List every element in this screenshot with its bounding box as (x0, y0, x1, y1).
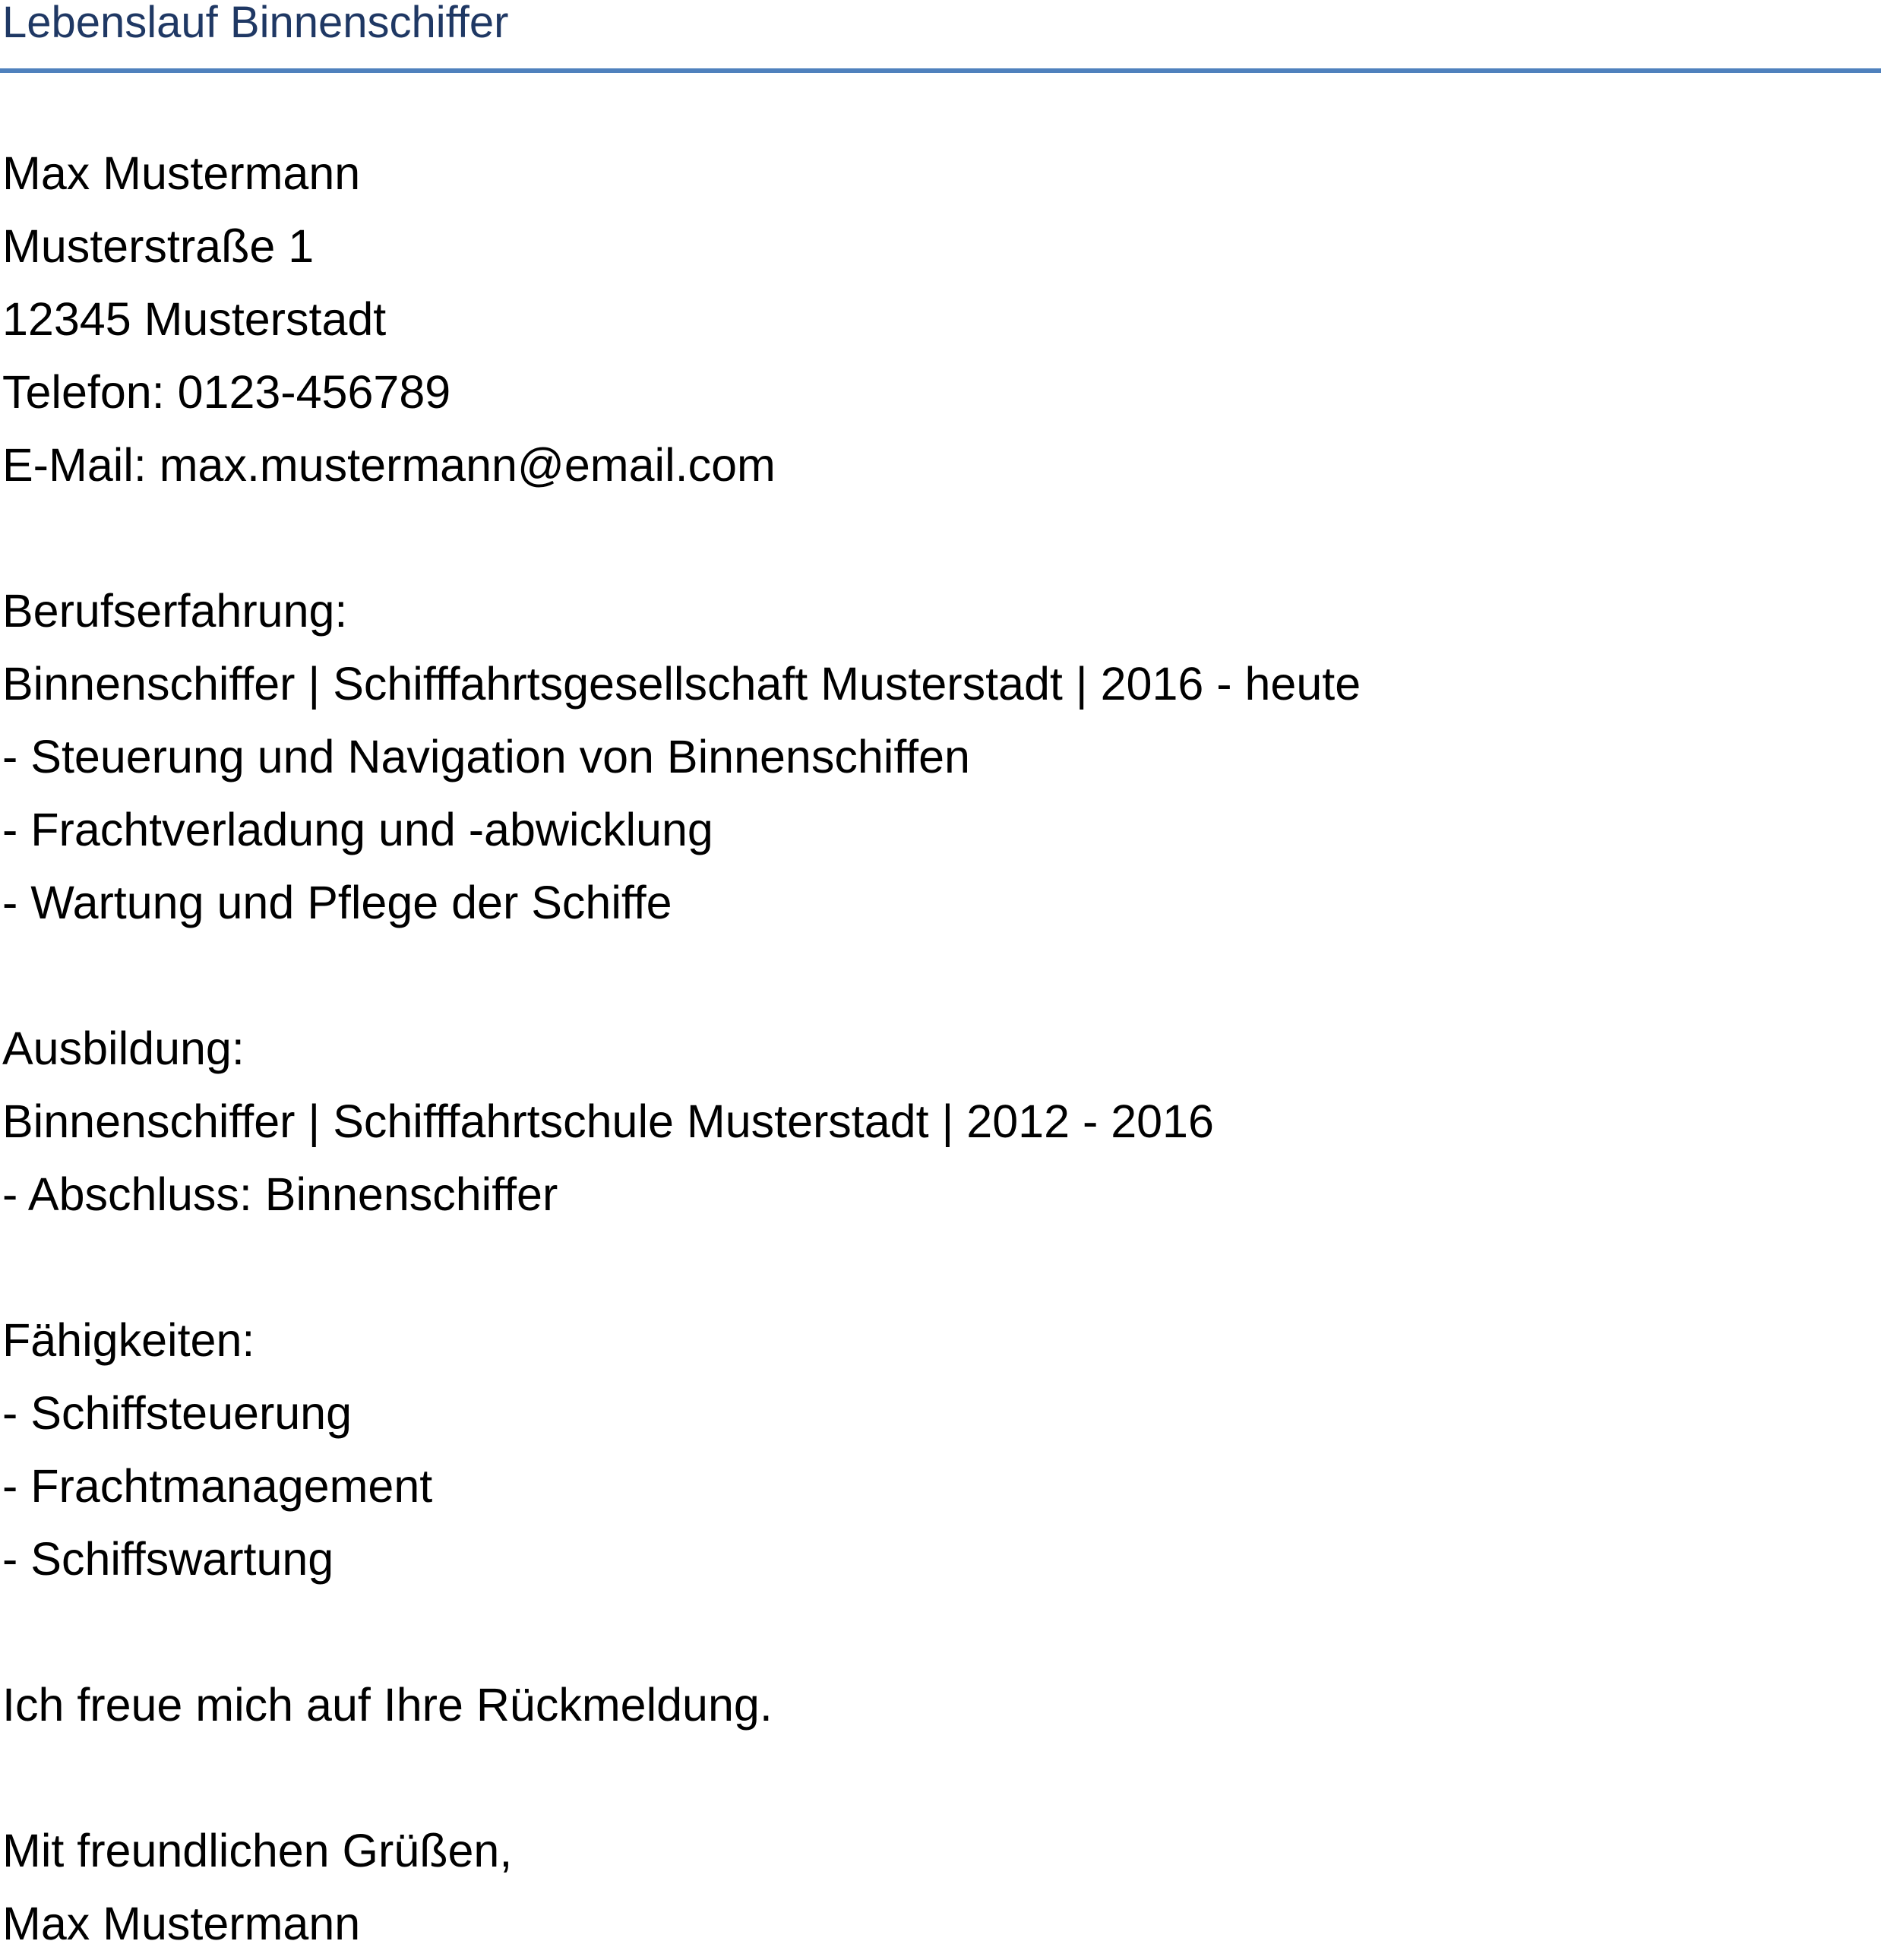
document-title: Lebenslauf Binnenschiffer (2, 0, 509, 47)
closing-salutation: Mit freundlichen Grüßen, (2, 1825, 513, 1876)
education-heading: Ausbildung: (2, 1023, 245, 1074)
spacer (2, 1595, 1871, 1668)
spacer (2, 1231, 1871, 1304)
resume-body (2, 137, 1871, 1960)
skills-heading: Fähigkeiten: (2, 1314, 255, 1366)
spacer (2, 939, 1871, 1012)
experience-section (2, 574, 1871, 939)
closing-message: Ich freue mich auf Ihre Rückmeldung. (2, 1679, 773, 1731)
experience-item: - Steuerung und Navigation von Binnenschiffen (2, 731, 970, 782)
skills-section (2, 1304, 1871, 1595)
contact-street: Musterstraße 1 (2, 220, 315, 272)
skills-item: - Schiffswartung (2, 1533, 334, 1585)
contact-email: E-Mail: max.mustermann@email.com (2, 439, 776, 491)
spacer (2, 1741, 1871, 1814)
skills-item: - Frachtmanagement (2, 1460, 433, 1512)
experience-item: - Wartung und Pflege der Schiffe (2, 877, 672, 928)
contact-phone: Telefon: 0123-456789 (2, 366, 451, 418)
contact-city: 12345 Musterstadt (2, 293, 387, 345)
title-underline-rule (0, 68, 1881, 73)
contact-block (2, 137, 1871, 501)
contact-name: Max Mustermann (2, 147, 361, 199)
education-item: - Abschluss: Binnenschiffer (2, 1168, 558, 1220)
closing-section (2, 1668, 1871, 1960)
education-section (2, 1012, 1871, 1231)
education-entry: Binnenschiffer | Schifffahrtschule Musterstadt | 2012 - 2016 (2, 1095, 1214, 1147)
closing-signature: Max Mustermann (2, 1898, 361, 1949)
experience-item: - Frachtverladung und -abwicklung (2, 804, 713, 855)
skills-item: - Schiffsteuerung (2, 1387, 352, 1439)
experience-heading: Berufserfahrung: (2, 585, 348, 637)
experience-entry: Binnenschiffer | Schifffahrtsgesellschaft Musterstadt | 2016 - heute (2, 658, 1361, 710)
spacer (2, 501, 1871, 574)
